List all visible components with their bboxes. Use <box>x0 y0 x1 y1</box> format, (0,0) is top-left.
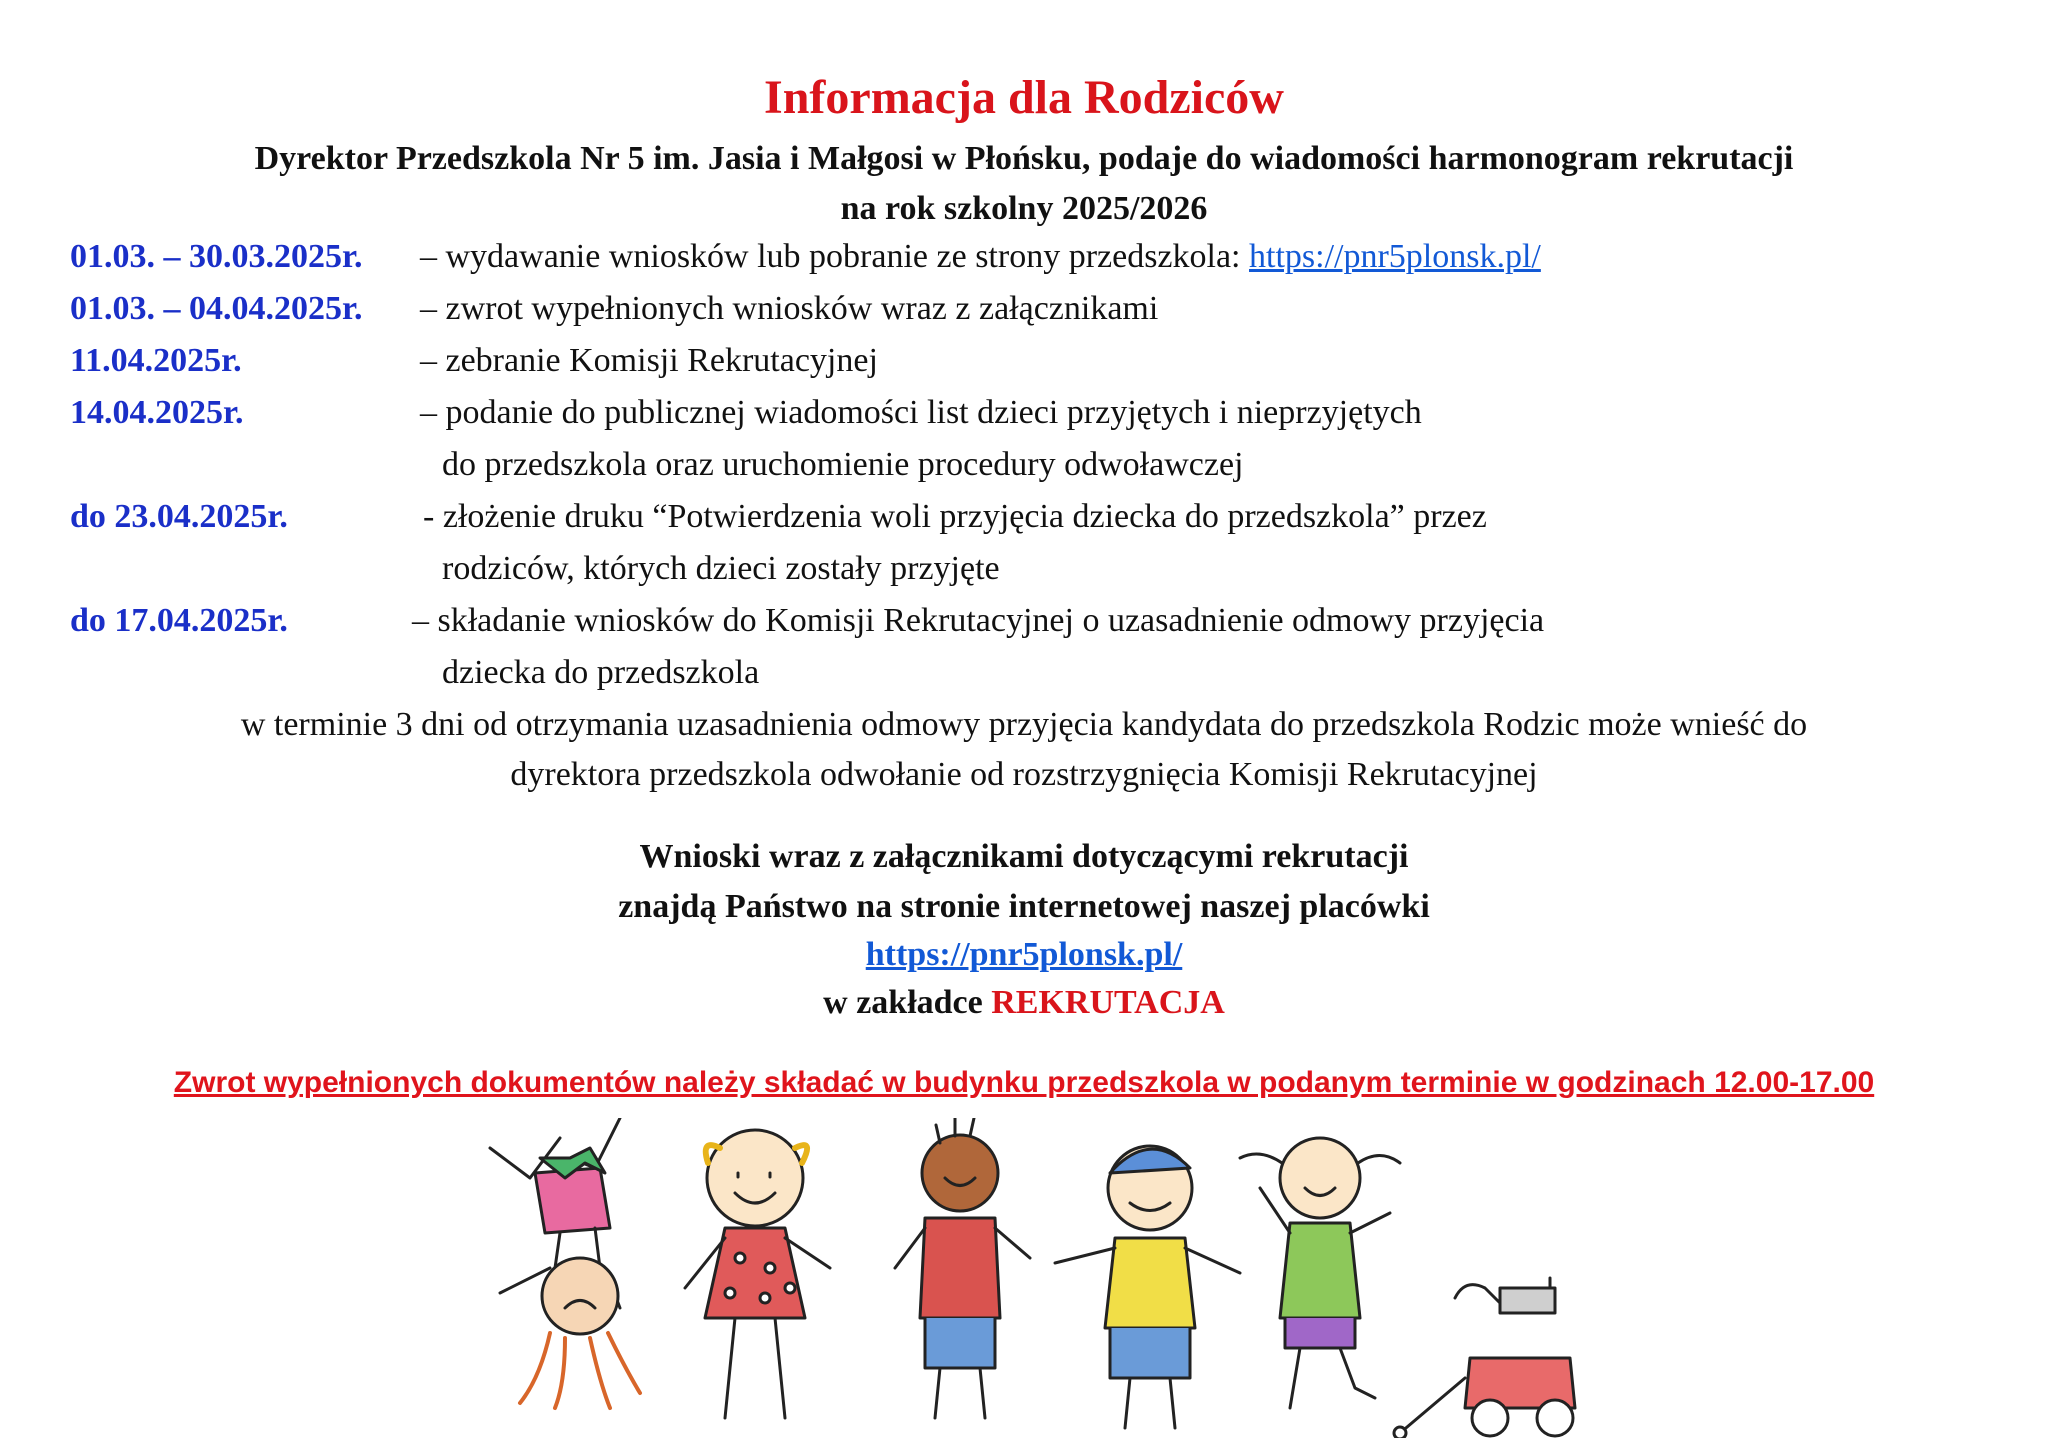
schedule-date: do 17.04.2025r. <box>70 602 288 639</box>
return-documents-warning: Zwrot wypełnionych dokumentów należy składać w budynku przedszkola w podanym terminie w godzinach 12.00-17.00 <box>173 1066 1875 1099</box>
schedule-desc: – zwrot wypełnionych wniosków wraz z załącznikami <box>420 290 1159 327</box>
schedule-date: do 23.04.2025r. <box>70 498 288 535</box>
recruitment-tab-name: REKRUTACJA <box>991 984 1225 1021</box>
info-line-2: znajdą Państwo na stronie internetowej naszej placówki <box>618 888 1430 925</box>
schedule-desc-continued: do przedszkola oraz uruchomienie procedury odwoławczej <box>442 446 1244 483</box>
info-tab-line: w zakładce REKRUTACJA <box>823 984 1225 1021</box>
website-link[interactable]: https://pnr5plonsk.pl/ <box>1249 238 1541 275</box>
schedule-desc-continued: rodziców, których dzieci zostały przyjęte <box>442 550 1000 587</box>
schedule-date: 01.03. – 04.04.2025r. <box>70 290 363 327</box>
subtitle-line-2: na rok szkolny 2025/2026 <box>840 190 1208 227</box>
subtitle-line-1: Dyrektor Przedszkola Nr 5 im. Jasia i Małgosi w Płońsku, podaje do wiadomości harmonogram rekrutacji <box>254 140 1794 177</box>
children-illustration <box>470 1118 1610 1438</box>
info-line-1: Wnioski wraz z załącznikami dotyczącymi rekrutacji <box>639 838 1409 875</box>
schedule-desc: - złożenie druku “Potwierdzenia woli przyjęcia dziecka do przedszkola” przez <box>423 498 1487 535</box>
schedule-desc-continued: dziecka do przedszkola <box>442 654 760 691</box>
schedule-desc: – zebranie Komisji Rekrutacyjnej <box>420 342 878 379</box>
schedule-date: 14.04.2025r. <box>70 394 244 431</box>
schedule-desc: – wydawanie wniosków lub pobranie ze strony przedszkola: https://pnr5plonsk.pl/ <box>420 238 1541 275</box>
schedule-desc: – podanie do publicznej wiadomości list dzieci przyjętych i nieprzyjętych <box>420 394 1422 431</box>
schedule-date: 11.04.2025r. <box>70 342 242 379</box>
schedule-desc: – składanie wniosków do Komisji Rekrutacyjnej o uzasadnienie odmowy przyjęcia <box>412 602 1545 639</box>
page-title: Informacja dla Rodziców <box>764 71 1284 124</box>
info-link-line <box>0 936 2048 974</box>
appeal-note-line-2: dyrektora przedszkola odwołanie od rozstrzygnięcia Komisji Rekrutacyjnej <box>510 756 1538 793</box>
appeal-note-line-1: w terminie 3 dni od otrzymania uzasadnienia odmowy przyjęcia kandydata do przedszkola Rodzic może wnieść do <box>240 706 1808 743</box>
schedule-date: 01.03. – 30.03.2025r. <box>70 238 363 275</box>
website-link-bold[interactable]: https://pnr5plonsk.pl/ <box>865 936 1183 973</box>
kids-drawing-icon <box>470 1118 1610 1438</box>
